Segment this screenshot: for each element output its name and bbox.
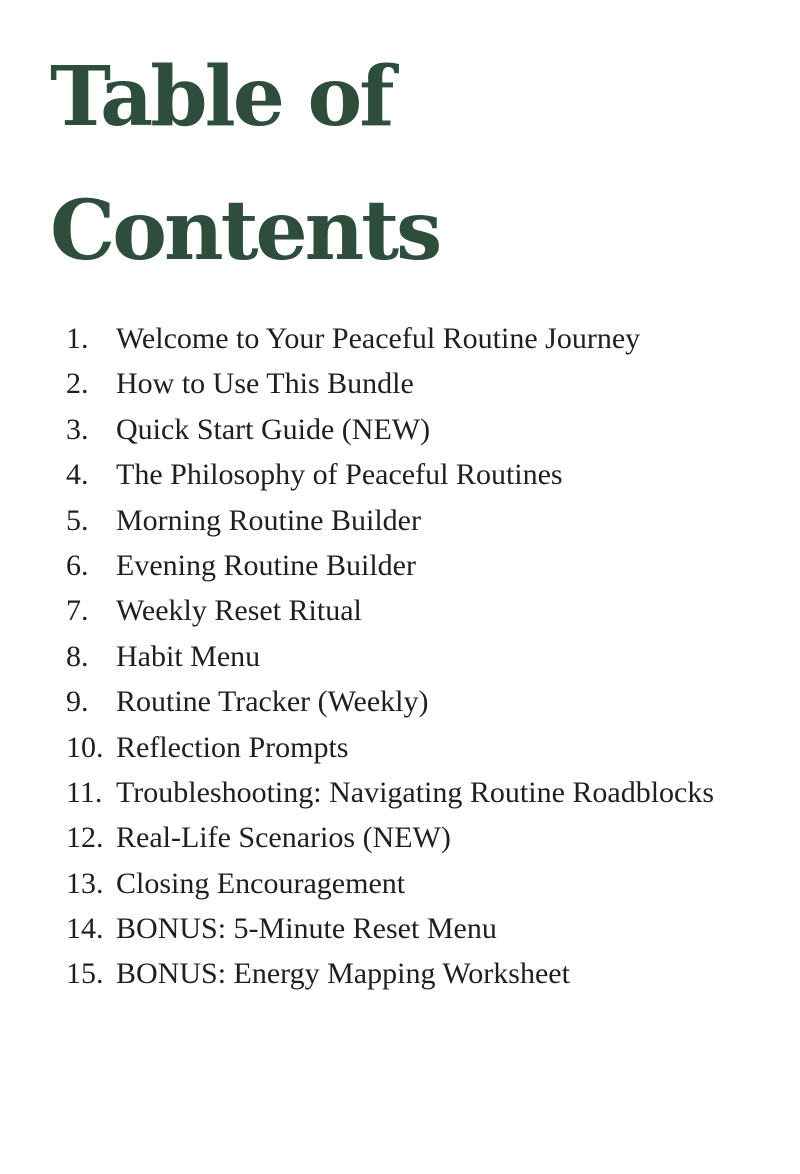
toc-item-number: 1. <box>66 322 89 355</box>
toc-item <box>66 367 714 412</box>
toc-item-number: 7. <box>66 594 89 628</box>
toc-item <box>66 549 714 594</box>
table-of-contents-list <box>66 322 714 1003</box>
toc-item-number: 6. <box>66 548 89 582</box>
toc-item-number: 13. <box>66 866 104 900</box>
toc-item-number: 4. <box>66 458 89 492</box>
toc-item-label: Real-Life Scenarios (NEW) <box>116 821 451 855</box>
toc-item-label: Reflection Prompts <box>116 730 349 764</box>
toc-item <box>66 912 714 957</box>
toc-item-number: 9. <box>66 685 89 719</box>
toc-item-label: Weekly Reset Ritual <box>116 594 362 628</box>
toc-item-number: 5. <box>66 503 89 537</box>
toc-item <box>66 685 714 730</box>
toc-item-label: Habit Menu <box>116 639 261 673</box>
toc-item-number: 8. <box>66 639 89 673</box>
toc-item-label: BONUS: Energy Mapping Worksheet <box>116 957 570 991</box>
toc-item-label: The Philosophy of Peaceful Routines <box>116 458 563 492</box>
toc-item-label: How to Use This Bundle <box>116 367 414 401</box>
toc-item-label: Routine Tracker (Weekly) <box>116 685 429 719</box>
toc-item <box>66 957 714 1002</box>
toc-item-label: Welcome to Your Peaceful Routine Journey <box>116 322 641 355</box>
toc-item-label: Closing Encouragement <box>116 866 406 900</box>
toc-item-label: Evening Routine Builder <box>116 548 416 582</box>
toc-item <box>66 821 714 866</box>
toc-item <box>66 594 714 639</box>
toc-item <box>66 731 714 776</box>
toc-item-label: BONUS: 5-Minute Reset Menu <box>116 912 497 946</box>
toc-item <box>66 776 714 821</box>
toc-item-number: 10. <box>66 730 104 764</box>
toc-item <box>66 322 714 367</box>
toc-item-number: 12. <box>66 821 104 855</box>
toc-item <box>66 640 714 685</box>
toc-item-number: 15. <box>66 957 104 991</box>
toc-item <box>66 413 714 458</box>
toc-item-number: 11. <box>66 775 103 809</box>
page-title <box>50 30 439 298</box>
toc-item-number: 2. <box>66 367 89 401</box>
toc-item-number: 3. <box>66 412 89 446</box>
toc-item <box>66 504 714 549</box>
page-title-line-2: Contents <box>50 183 440 279</box>
toc-item <box>66 458 714 503</box>
page-title-line-1: Table of <box>50 49 392 145</box>
toc-item-number: 14. <box>66 912 104 946</box>
toc-item-label: Morning Routine Builder <box>116 503 421 537</box>
toc-item-label: Troubleshooting: Navigating Routine Roadblocks <box>116 775 715 809</box>
toc-item-label: Quick Start Guide (NEW) <box>116 412 431 446</box>
toc-item <box>66 867 714 912</box>
